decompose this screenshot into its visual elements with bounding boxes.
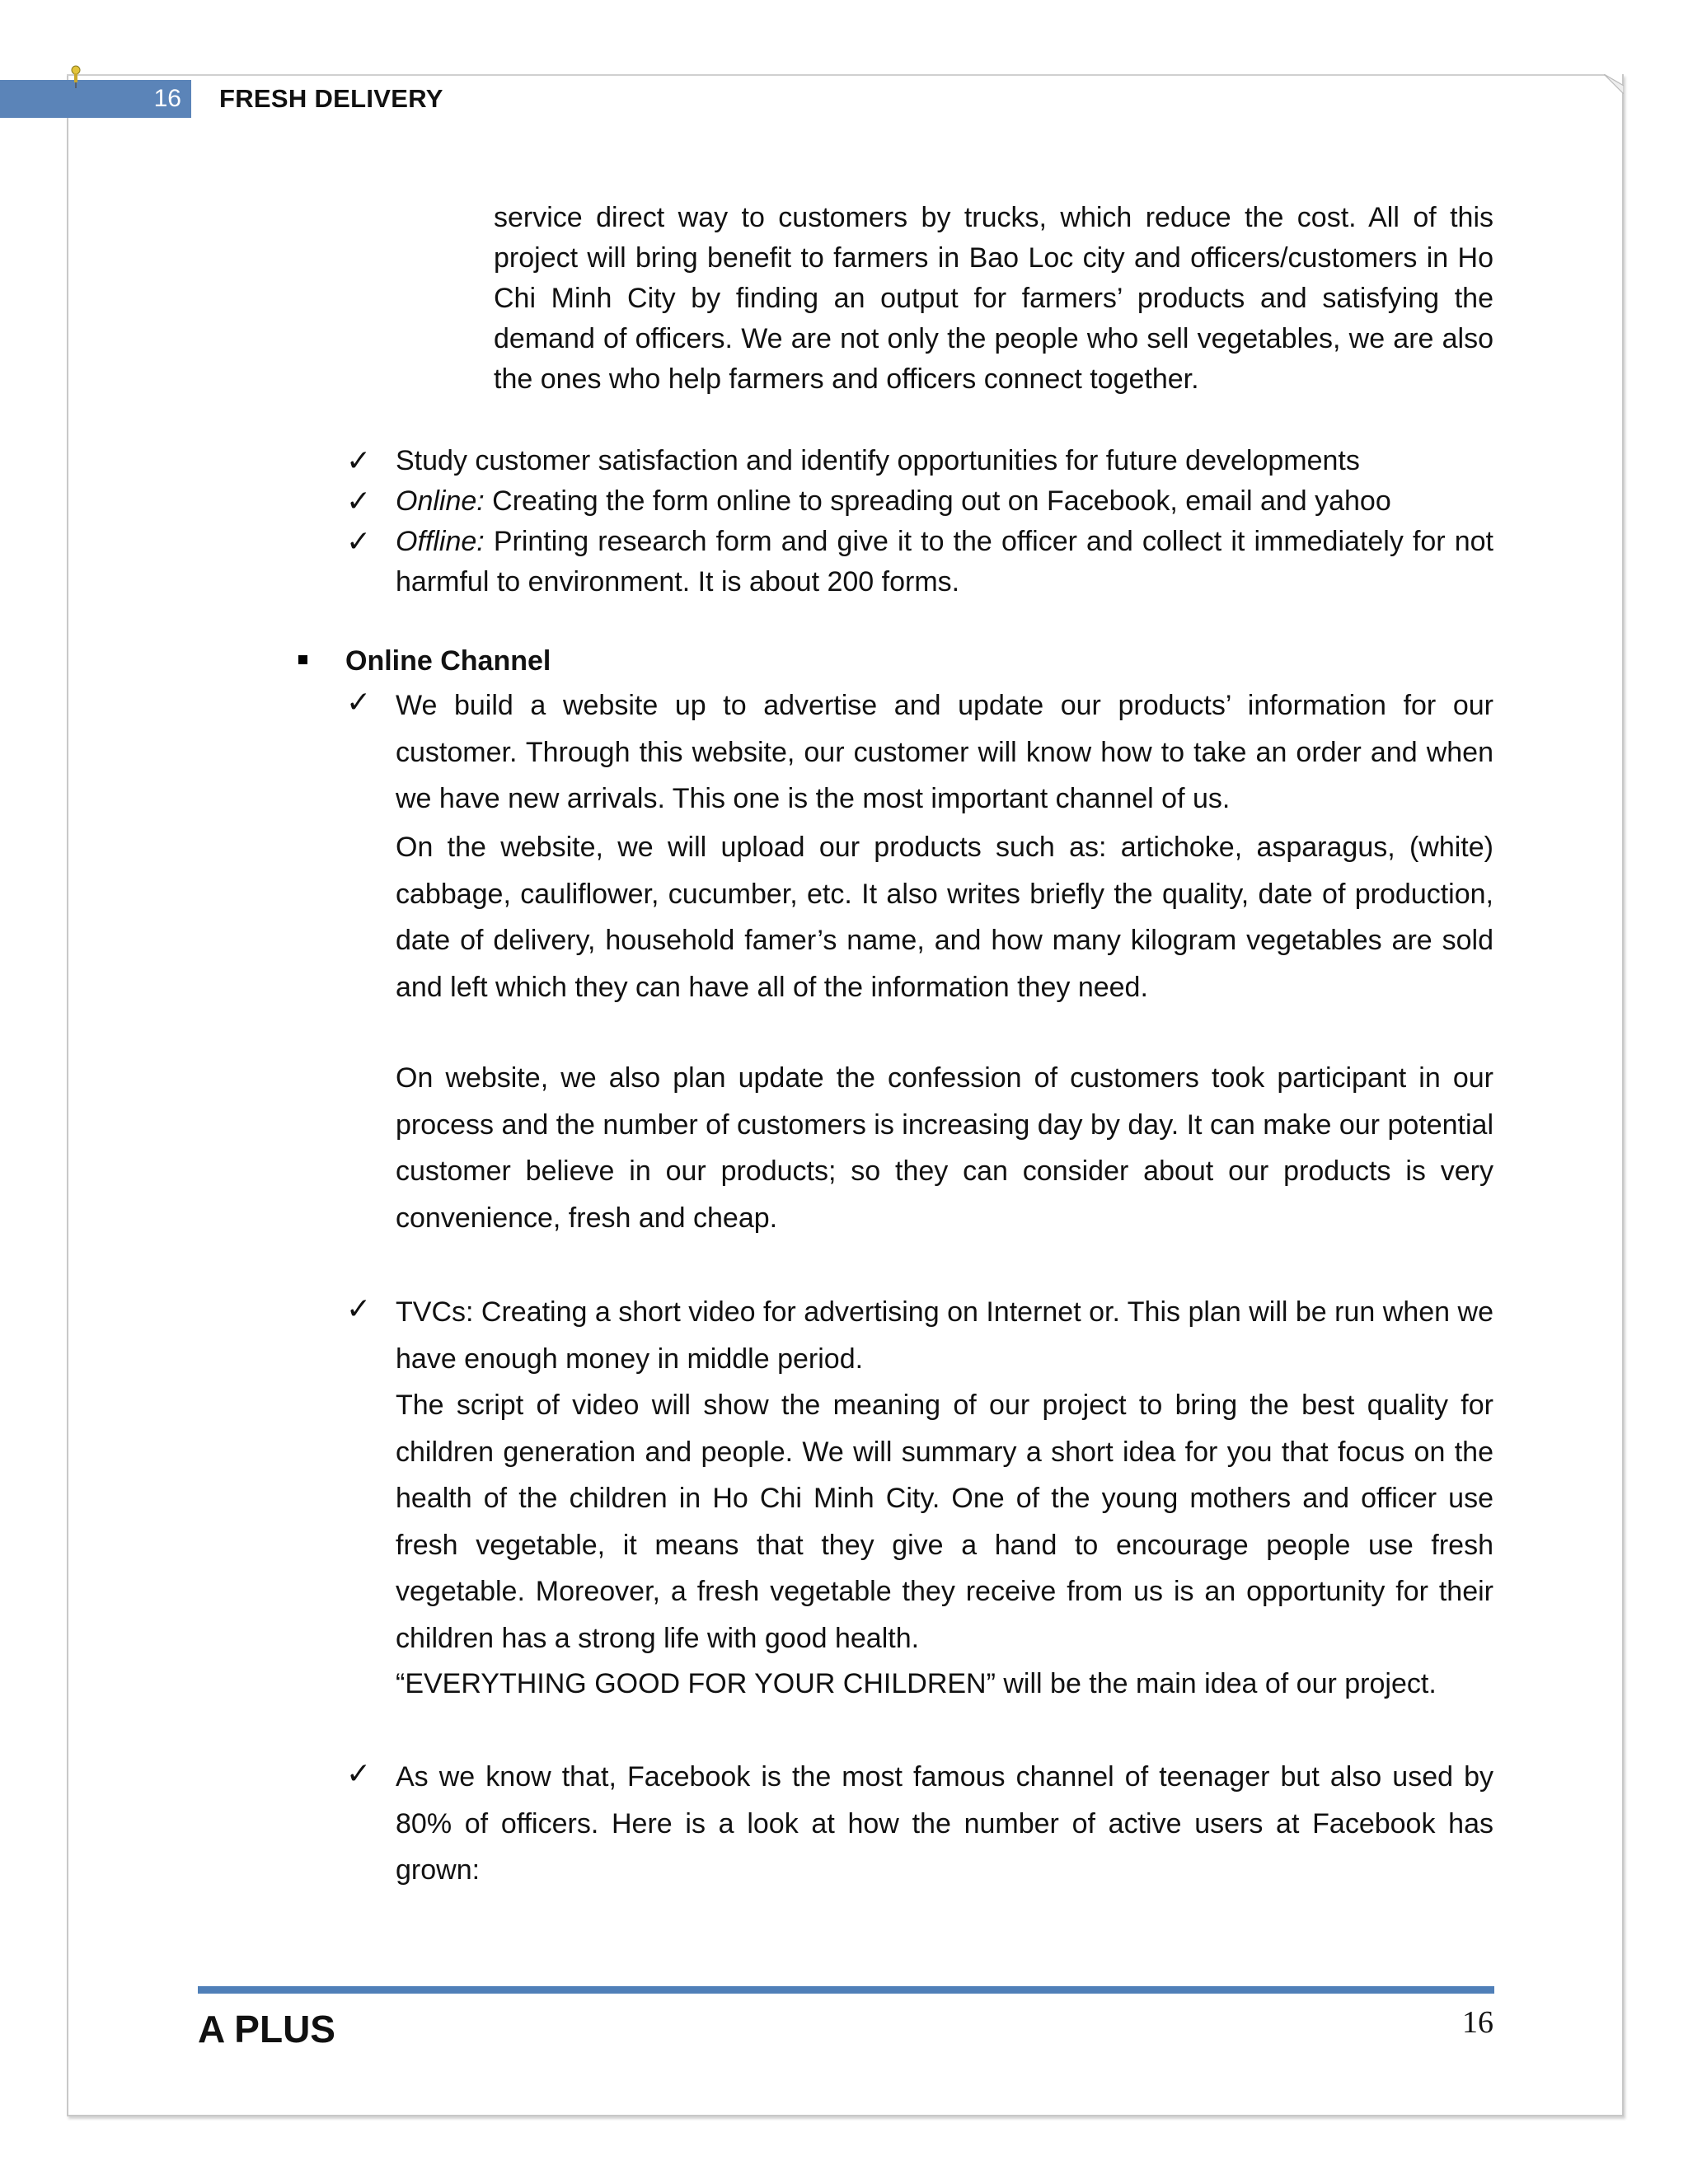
footer-rule [198,1986,1494,1994]
online-text: Creating the form online to spreading out on Facebook, email and yahoo [484,485,1391,517]
intro-paragraph: service direct way to customers by trucks, which reduce the cost. All of this project will bring benefit to farmers in Bao Loc city and officers/customers in Ho Chi Minh City by finding an output for farmers’ products and satisfying the demand of officers. We are not only the people who sell vegetables, we are also the ones who help farmers and officers connect together. [494,202,1493,395]
check-mark-icon: ✓ [346,1757,372,1791]
footer-brand: A PLUS [198,2008,335,2050]
square-bullet-icon [298,655,307,664]
check-mark-icon: ✓ [346,444,372,478]
facebook-paragraph: As we know that, Facebook is the most famous channel of teenager but also used by 80% of officers. Here is a look at how the number of active users at Facebook has grown: [396,1761,1493,1886]
bullet-online [396,481,1493,522]
website-paragraph-2: On the website, we will upload our products such as: artichoke, asparagus, (white) cabbage, cauliflower, cucumber, etc. It also writes briefly the quality, date of production, date of delivery, household famer’s name, and how many kilogram vegetables are sold and left which they can have all of the information they need. [396,832,1493,1003]
check-mark-icon: ✓ [346,485,372,518]
check-mark-icon: ✓ [346,1292,372,1326]
tvc-paragraph-1: TVCs: Creating a short video for advertising on Internet or. This plan will be run when we have enough money in middle period. [396,1296,1493,1375]
website-paragraph-3: On website, we also plan update the confession of customers took participant in our process and the number of customers is increasing day by day. It can make our potential customer believe in our products; so they can consider about our products is very convenience, fresh and cheap. [396,1062,1493,1234]
header-title: FRESH DELIVERY [219,84,443,113]
tvc-paragraph-3: “EVERYTHING GOOD FOR YOUR CHILDREN” will be the main idea of our project. [396,1668,1437,1699]
check-mark-icon: ✓ [346,686,372,719]
website-paragraph-1: We build a website up to advertise and update our products’ information for our customer. Through this website, our customer will know how to take an order and when we have new arrivals. This one is the most important channel of us. [396,690,1493,814]
online-channel-heading: Online Channel [345,645,551,677]
tvc-paragraph-2: The script of video will show the meaning of our project to bring the best quality for children generation and people. We will summary a short idea for you that focus on the health of the children in Ho Chi Minh City. One of the young mothers and officer use fresh vegetable, it means that they give a hand to encourage people use fresh vegetable. Moreover, a fresh vegetable they receive from us is an opportunity for their children has a strong life with good health. [396,1390,1493,1654]
offline-text: Printing research form and give it to the officer and collect it immediately for not harmful to environment. It is about 200 forms. [396,526,1493,598]
bullet-offline [396,522,1493,602]
check-mark-icon: ✓ [346,525,372,559]
offline-label: Offline: [396,526,485,557]
header-page-number: 16 [153,85,181,112]
footer-page-number: 16 [1462,2005,1493,2040]
bullet-study: Study customer satisfaction and identify opportunities for future developments [396,445,1360,476]
online-label: Online: [396,485,485,517]
